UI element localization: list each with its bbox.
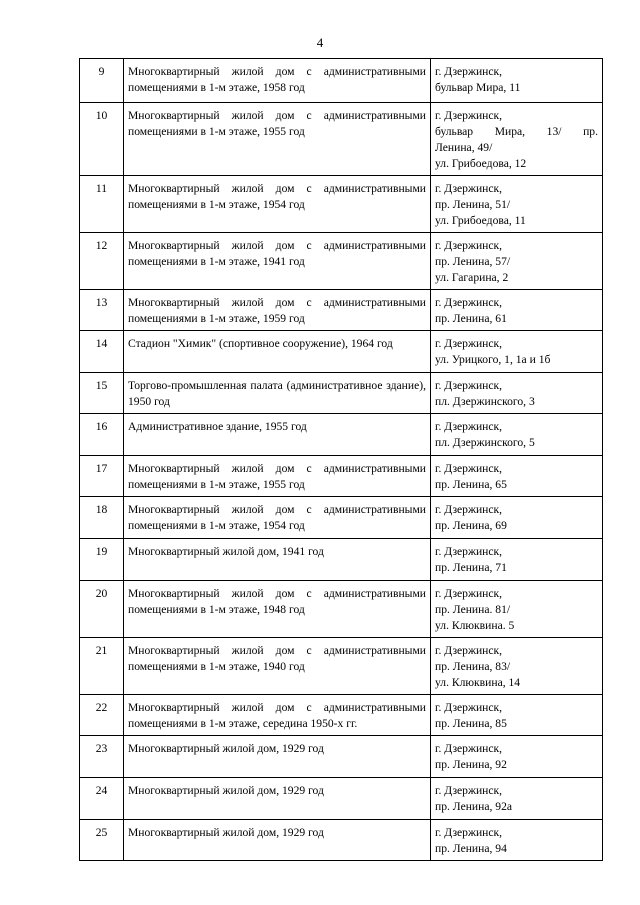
table-row bbox=[80, 176, 603, 233]
object-description: Стадион "Химик" (спортивное сооружение), 1964 год bbox=[124, 331, 431, 373]
object-address bbox=[431, 456, 603, 497]
table-row bbox=[80, 373, 603, 414]
object-description: Многоквартирный жилой дом с административными помещениями в 1-м этаже, 1940 год bbox=[124, 638, 431, 695]
address-line: пл. Дзержинского, 3 bbox=[435, 395, 535, 408]
object-description: Многоквартирный жилой дом с административными помещениями в 1-м этаже, 1954 год bbox=[124, 176, 431, 233]
object-description: Административное здание, 1955 год bbox=[124, 414, 431, 456]
object-address bbox=[431, 414, 603, 456]
objects-table bbox=[79, 58, 603, 861]
row-number: 17 bbox=[80, 456, 124, 497]
table-row bbox=[80, 778, 603, 820]
table-row bbox=[80, 290, 603, 331]
object-description: Многоквартирный жилой дом, 1929 год bbox=[124, 778, 431, 820]
object-address bbox=[431, 497, 603, 539]
row-number: 22 bbox=[80, 695, 124, 736]
address-line: пр. Ленина, 61 bbox=[435, 312, 507, 325]
address-line: пл. Дзержинского, 5 bbox=[435, 436, 535, 449]
address-line: г. Дзержинск, bbox=[435, 784, 503, 797]
table-row bbox=[80, 103, 603, 176]
address-line: пр. Ленина, 92 bbox=[435, 758, 507, 771]
row-number: 21 bbox=[80, 638, 124, 695]
table-row bbox=[80, 736, 603, 778]
object-address bbox=[431, 373, 603, 414]
row-number: 23 bbox=[80, 736, 124, 778]
table-row bbox=[80, 539, 603, 581]
table-row bbox=[80, 581, 603, 638]
table-row bbox=[80, 638, 603, 695]
address-line: ул. Клюквина. 5 bbox=[435, 619, 515, 632]
address-line: г. Дзержинск, bbox=[435, 587, 503, 600]
table-row bbox=[80, 497, 603, 539]
address-line: пр. Ленина, 94 bbox=[435, 842, 507, 855]
address-line: г. Дзержинск, bbox=[435, 701, 503, 714]
address-line: пр. Ленина. 81/ bbox=[435, 603, 511, 616]
table-row bbox=[80, 414, 603, 456]
object-address bbox=[431, 778, 603, 820]
row-number: 10 bbox=[80, 103, 124, 176]
address-line: г. Дзержинск, bbox=[435, 742, 503, 755]
address-line: пр. Ленина, 92а bbox=[435, 800, 513, 813]
table-body bbox=[80, 59, 603, 861]
address-line: г. Дзержинск, bbox=[435, 239, 503, 252]
address-line: пр. Ленина, 83/ bbox=[435, 660, 511, 673]
object-address bbox=[431, 290, 603, 331]
row-number: 18 bbox=[80, 497, 124, 539]
row-number: 20 bbox=[80, 581, 124, 638]
table-row bbox=[80, 695, 603, 736]
object-description: Многоквартирный жилой дом с административными помещениями в 1-м этаже, 1948 год bbox=[124, 581, 431, 638]
address-line: г. Дзержинск, bbox=[435, 826, 503, 839]
object-description: Многоквартирный жилой дом с административными помещениями в 1-м этаже, 1958 год bbox=[124, 59, 431, 103]
row-number: 11 bbox=[80, 176, 124, 233]
row-number: 9 bbox=[80, 59, 124, 103]
object-address bbox=[431, 233, 603, 290]
address-line: г. Дзержинск, bbox=[435, 503, 503, 516]
address-line: бульвар Мира, 11 bbox=[435, 81, 521, 94]
address-line: г. Дзержинск, bbox=[435, 109, 503, 122]
object-description: Многоквартирный жилой дом, 1941 год bbox=[124, 539, 431, 581]
row-number: 14 bbox=[80, 331, 124, 373]
address-line: г. Дзержинск, bbox=[435, 337, 503, 350]
object-description: Многоквартирный жилой дом с административными помещениями в 1-м этаже, 1959 год bbox=[124, 290, 431, 331]
address-line: г. Дзержинск, bbox=[435, 296, 503, 309]
row-number: 19 bbox=[80, 539, 124, 581]
address-line: г. Дзержинск, bbox=[435, 420, 503, 433]
object-address bbox=[431, 539, 603, 581]
table-row bbox=[80, 820, 603, 861]
object-address bbox=[431, 103, 603, 176]
row-number: 16 bbox=[80, 414, 124, 456]
address-line: г. Дзержинск, bbox=[435, 545, 503, 558]
object-description: Многоквартирный жилой дом с административными помещениями в 1-м этаже, середина 1950-х гг. bbox=[124, 695, 431, 736]
address-line: пр. Ленина, 71 bbox=[435, 561, 507, 574]
object-address bbox=[431, 59, 603, 103]
object-description: Многоквартирный жилой дом с административными помещениями в 1-м этаже, 1955 год bbox=[124, 103, 431, 176]
address-line: пр. Ленина, 51/ bbox=[435, 198, 511, 211]
object-address bbox=[431, 581, 603, 638]
address-line: пр. Ленина, 85 bbox=[435, 717, 507, 730]
address-line: г. Дзержинск, bbox=[435, 182, 503, 195]
table-row bbox=[80, 59, 603, 103]
object-address bbox=[431, 736, 603, 778]
row-number: 13 bbox=[80, 290, 124, 331]
table-row bbox=[80, 233, 603, 290]
address-line: пр. Ленина, 69 bbox=[435, 519, 507, 532]
object-description: Многоквартирный жилой дом с административными помещениями в 1-м этаже, 1941 год bbox=[124, 233, 431, 290]
object-address bbox=[431, 695, 603, 736]
page-number: 4 bbox=[316, 35, 324, 50]
object-address bbox=[431, 331, 603, 373]
address-line: г. Дзержинск, bbox=[435, 644, 503, 657]
object-description: Многоквартирный жилой дом, 1929 год bbox=[124, 736, 431, 778]
object-address bbox=[431, 638, 603, 695]
address-line: г. Дзержинск, bbox=[435, 65, 503, 78]
row-number: 15 bbox=[80, 373, 124, 414]
table-row bbox=[80, 456, 603, 497]
address-line: г. Дзержинск, bbox=[435, 379, 503, 392]
object-description: Многоквартирный жилой дом с административными помещениями в 1-м этаже, 1955 год bbox=[124, 456, 431, 497]
row-number: 25 bbox=[80, 820, 124, 861]
row-number: 24 bbox=[80, 778, 124, 820]
row-number: 12 bbox=[80, 233, 124, 290]
object-description: Многоквартирный жилой дом, 1929 год bbox=[124, 820, 431, 861]
address-line: бульвар Мира, 13/ пр. bbox=[435, 125, 598, 138]
object-address bbox=[431, 820, 603, 861]
table-row bbox=[80, 331, 603, 373]
address-line: ул. Клюквина, 14 bbox=[435, 676, 521, 689]
object-description: Многоквартирный жилой дом с административными помещениями в 1-м этаже, 1954 год bbox=[124, 497, 431, 539]
object-description: Торгово-промышленная палата (административное здание), 1950 год bbox=[124, 373, 431, 414]
address-line: ул. Грибоедова, 11 bbox=[435, 214, 526, 227]
address-line: пр. Ленина, 57/ bbox=[435, 255, 511, 268]
address-line: ул. Грибоедова, 12 bbox=[435, 157, 527, 170]
address-line: г. Дзержинск, bbox=[435, 462, 503, 475]
address-line: Ленина, 49/ bbox=[435, 141, 493, 154]
address-line: пр. Ленина, 65 bbox=[435, 478, 507, 491]
object-address bbox=[431, 176, 603, 233]
address-line: ул. Урицкого, 1, 1а и 1б bbox=[435, 353, 551, 366]
address-line: ул. Гагарина, 2 bbox=[435, 271, 509, 284]
